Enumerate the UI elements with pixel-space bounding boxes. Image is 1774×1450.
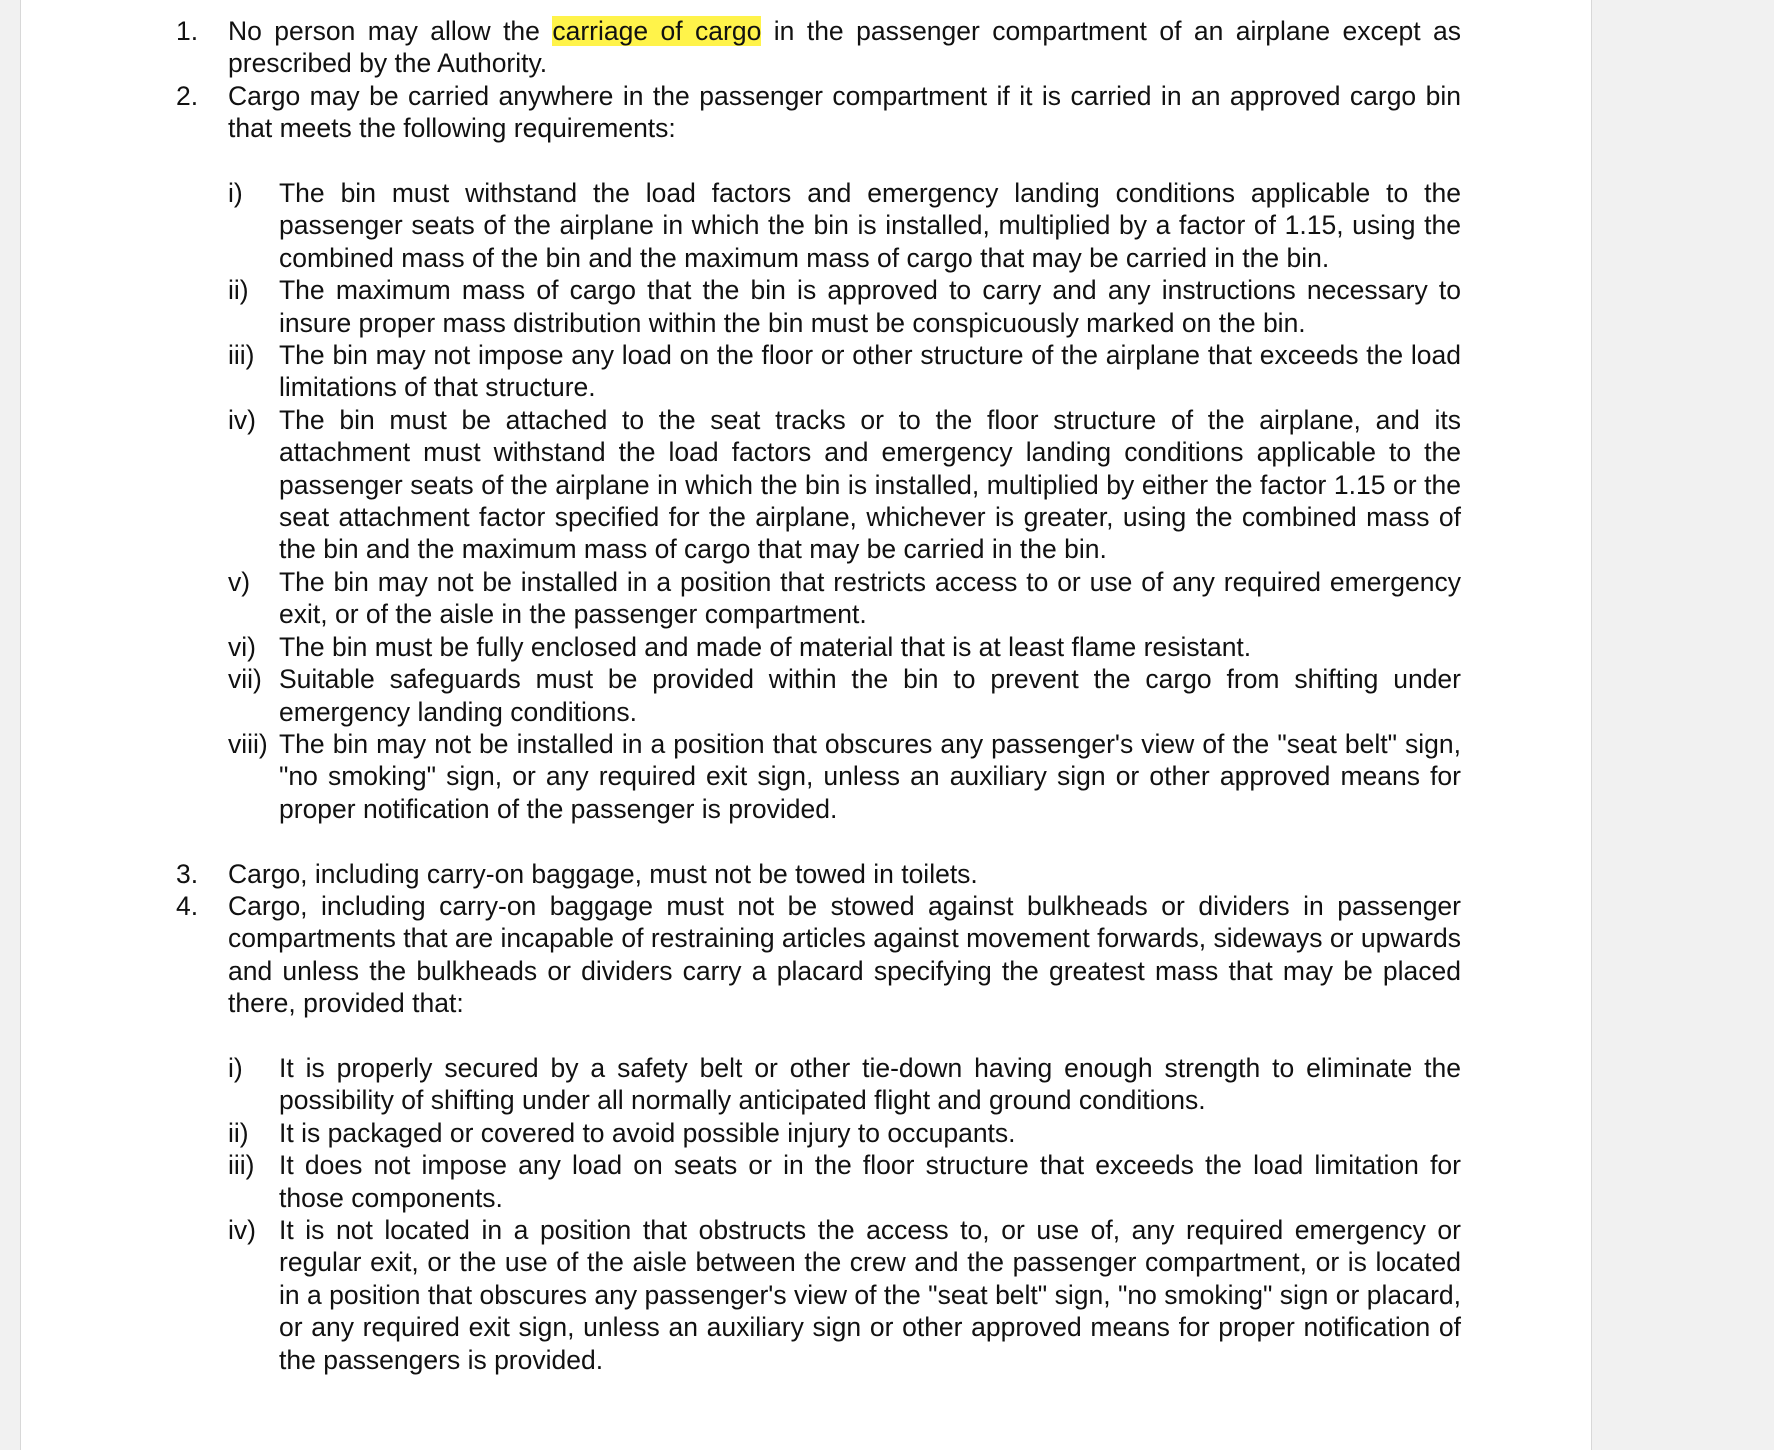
- sub-item: [21, 663, 1591, 728]
- list-number: 4.: [176, 890, 199, 921]
- sub-number: vii): [228, 664, 262, 695]
- sub-item-text: Suitable safeguards must be provided within the bin to prevent the cargo from shifting under emergency landing conditions.: [279, 664, 1461, 727]
- sub-item: [21, 728, 1591, 825]
- list-item-1: [21, 15, 1591, 80]
- sub-item: [21, 1117, 1591, 1149]
- sub-item: [21, 177, 1591, 274]
- sub-item-text: The bin may not be installed in a position that obscures any passenger's view of the "seat belt" sign, "no smoking" sign, or any required exit sign, unless an auxiliary sign or other approved means for proper notification of the passenger is provided.: [279, 728, 1461, 824]
- sub-number: vi): [228, 631, 256, 662]
- text-segment: No person may allow the: [228, 16, 553, 46]
- sub-item: [21, 1052, 1591, 1117]
- sub-item: [21, 274, 1591, 339]
- list-number: 2.: [176, 80, 199, 111]
- sub-number: iv): [228, 404, 256, 435]
- sub-item-text: The bin may not impose any load on the floor or other structure of the airplane that exceeds the load limitations of that structure.: [279, 340, 1461, 403]
- list-item-4: [21, 890, 1591, 1020]
- sub-number: ii): [228, 275, 249, 306]
- sub-number: iv): [228, 1214, 256, 1245]
- sub-item: [21, 1149, 1591, 1214]
- bin-requirements-list: [21, 177, 1591, 825]
- list-number: 3.: [176, 858, 199, 889]
- document-page: [20, 0, 1592, 1450]
- sub-item-text: The bin must be attached to the seat tracks or to the floor structure of the airplane, and its attachment must withstand the load factors and emergency landing conditions applicable to the passenger seats of the airplane in which the bin is installed, multiplied by either the factor 1.15 or the seat attachment factor specified for the airplane, whichever is greater, using the combined mass of the bin and the maximum mass of cargo that may be carried in the bin.: [279, 404, 1461, 565]
- sub-number: v): [228, 566, 251, 597]
- spacer: [21, 145, 1591, 177]
- sub-item-text: The maximum mass of cargo that the bin is approved to carry and any instructions necessary to insure proper mass distribution within the bin must be conspicuously marked on the bin.: [279, 275, 1461, 338]
- sub-number: i): [228, 178, 243, 209]
- text-segment: in the passenger compartment of an airplane except as prescribed by the Authority.: [228, 16, 1461, 79]
- highlighted-search-term: carriage of cargo: [552, 16, 762, 46]
- list-number: 1.: [176, 16, 199, 46]
- sub-item-text: It is properly secured by a safety belt or other tie-down having enough strength to eliminate the possibility of shifting under all normally anticipated flight and ground conditions.: [279, 1052, 1461, 1116]
- spacer: [21, 825, 1591, 857]
- sub-number: viii): [228, 728, 268, 759]
- sub-item: [21, 631, 1591, 663]
- list-item-text: Cargo may be carried anywhere in the passenger compartment if it is carried in an approved cargo bin that meets the following requirements:: [228, 80, 1461, 144]
- list-item-3: [21, 858, 1591, 890]
- sub-item-text: The bin must withstand the load factors and emergency landing conditions applicable to the passenger seats of the airplane in which the bin is installed, multiplied by a factor of 1.15, using the combined mass of the bin and the maximum mass of cargo that may be carried in the bin.: [279, 178, 1461, 273]
- sub-item: [21, 339, 1591, 404]
- spacer: [21, 1020, 1591, 1052]
- sub-number: i): [228, 1052, 243, 1083]
- stowage-conditions-list: [21, 1052, 1591, 1376]
- sub-item: [21, 404, 1591, 566]
- document-content: [21, 15, 1591, 1376]
- sub-item-text: The bin may not be installed in a position that restricts access to or use of any required emergency exit, or of the aisle in the passenger compartment.: [279, 566, 1461, 630]
- sub-item: [21, 1214, 1591, 1376]
- sub-item-text: The bin must be fully enclosed and made of material that is at least flame resistant.: [279, 631, 1252, 662]
- list-item-text: Cargo, including carry-on baggage, must not be towed in toilets.: [228, 858, 978, 889]
- sub-item-text: It is not located in a position that obstructs the access to, or use of, any required emergency or regular exit, or the use of the aisle between the crew and the passenger compartment, or is located in a position that obscures any passenger's view of the "seat belt" sign, "no smoking" sign or placard, or any required exit sign, unless an auxiliary sign or other approved means for proper notification of the passengers is provided.: [279, 1214, 1461, 1375]
- list-item-text: [228, 15, 1461, 80]
- sub-number: iii): [228, 1150, 255, 1181]
- sub-number: ii): [228, 1117, 249, 1148]
- sub-item: [21, 566, 1591, 631]
- sub-number: iii): [228, 340, 255, 371]
- sub-item-text: It is packaged or covered to avoid possible injury to occupants.: [279, 1117, 1016, 1148]
- sub-item-text: It does not impose any load on seats or in the floor structure that exceeds the load limitation for those components.: [279, 1150, 1461, 1213]
- list-item-2: [21, 80, 1591, 145]
- list-item-text: Cargo, including carry-on baggage must not be stowed against bulkheads or dividers in passenger compartments that are incapable of restraining articles against movement forwards, sideways or upwards and unless the bulkheads or dividers carry a placard specifying the greatest mass that may be placed there, provided that:: [228, 890, 1461, 1019]
